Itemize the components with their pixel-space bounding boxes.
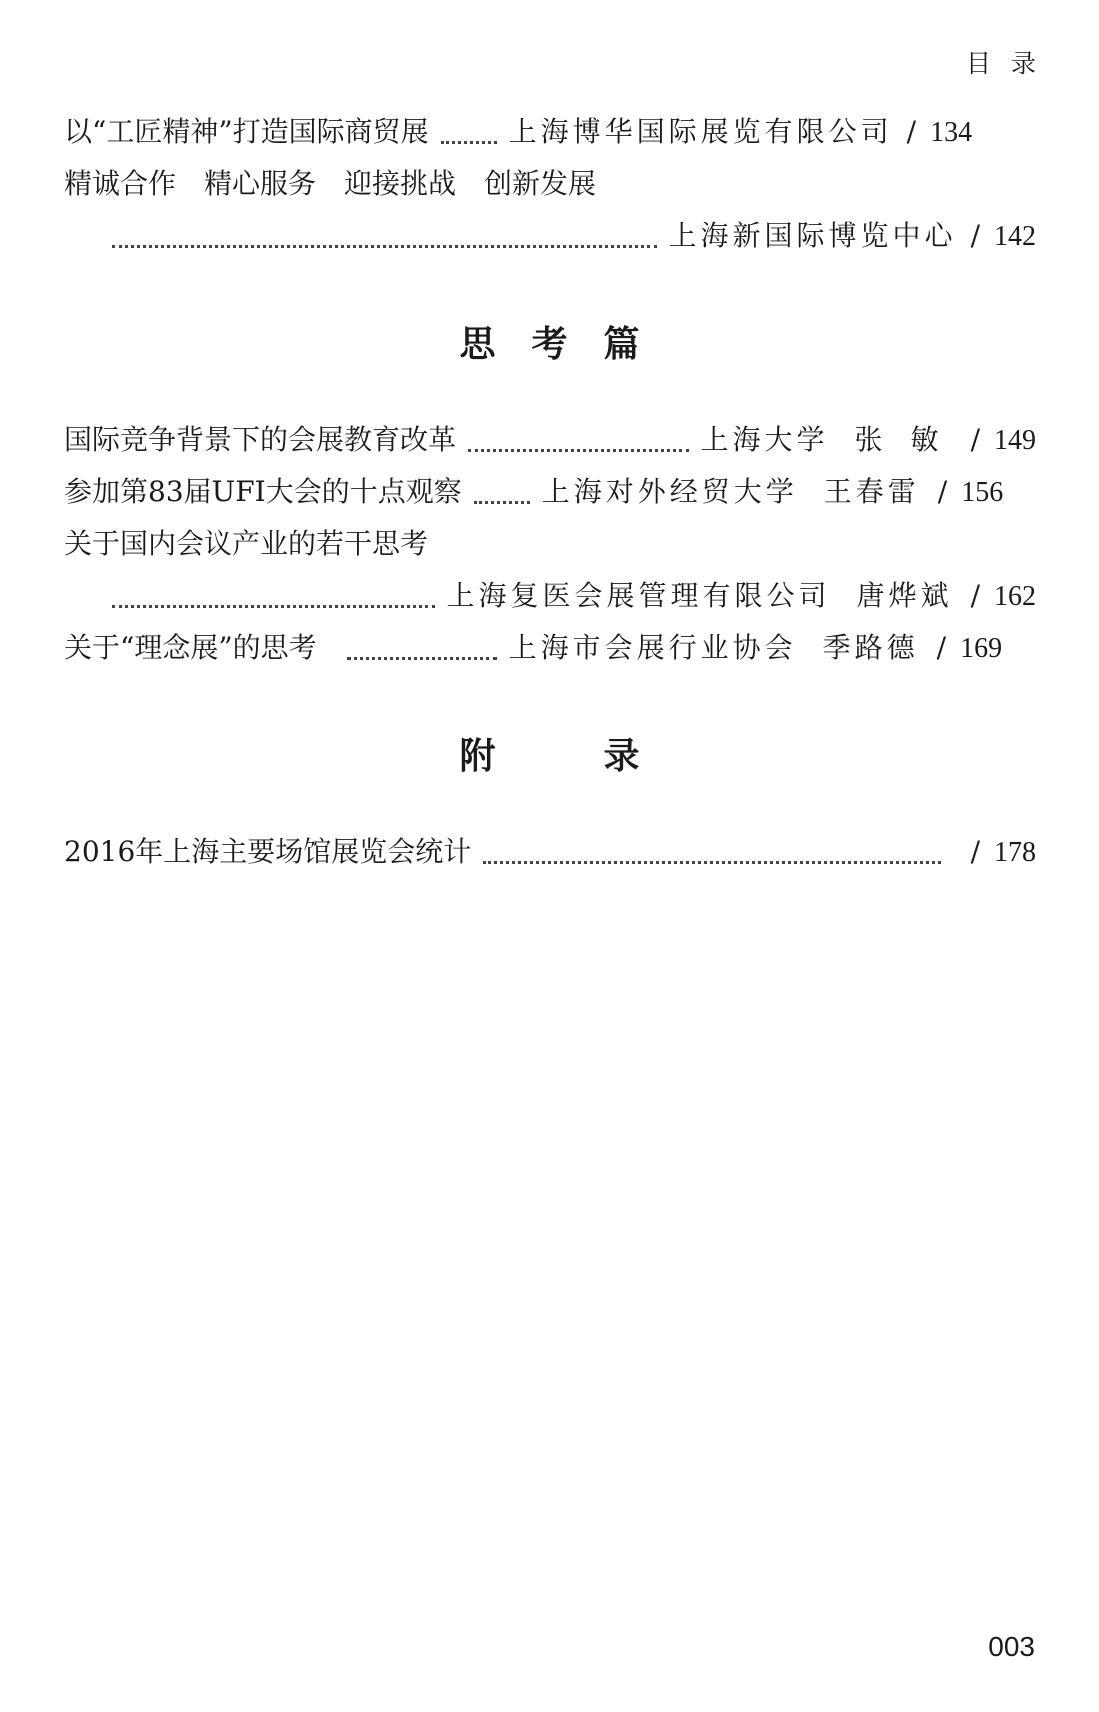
- toc-entry-page: 156: [961, 477, 1004, 508]
- toc-entry-author: 上海市会展行业协会: [508, 631, 797, 664]
- toc-entry-author: 上海复医会展管理有限公司: [446, 579, 831, 612]
- toc-entry-person: 唐烨斌: [856, 579, 953, 612]
- section-heading-text: 附 录: [459, 735, 640, 777]
- dot-leader: [347, 657, 497, 660]
- toc-entry-author: 上海新国际博览中心: [668, 219, 957, 252]
- toc-entry-person: 季路德: [822, 631, 919, 664]
- separator-slash: /: [970, 835, 980, 868]
- dot-leader: [441, 141, 497, 144]
- toc-entry-title: 以“工匠精神”打造国际商贸展: [64, 115, 429, 148]
- toc-entry: [64, 420, 1036, 460]
- toc-entry: [64, 524, 1036, 564]
- section-heading-appendix: [0, 728, 1099, 779]
- toc-entry-title: 关于国内会议产业的若干思考: [64, 527, 429, 560]
- toc-entry: [64, 628, 1036, 668]
- dot-leader: [112, 245, 657, 248]
- toc-entry-person: 王春雷: [823, 475, 920, 508]
- separator-slash: /: [936, 631, 947, 664]
- toc-entry-title: 国际竞争背景下的会展教育改革: [64, 423, 457, 456]
- toc-entry-title: 参加第83届UFI大会的十点观察: [64, 475, 462, 508]
- section-heading-text: 思 考 篇: [459, 323, 640, 365]
- dot-leader: [468, 449, 689, 452]
- toc-entry-person: 张敏: [854, 423, 967, 456]
- toc-entry-continuation: [100, 576, 1036, 616]
- toc-entry-title: 精诚合作 精心服务 迎接挑战 创新发展: [64, 167, 597, 200]
- toc-entry-author: 上海对外经贸大学: [541, 475, 798, 508]
- toc-entry-title: 2016年上海主要场馆展览会统计: [64, 835, 472, 868]
- toc-entry-title: 关于“理念展”的思考: [64, 631, 317, 664]
- toc-entry: [64, 832, 1036, 872]
- separator-slash: /: [906, 115, 917, 148]
- toc-entry: [64, 472, 1036, 512]
- toc-entry-page: 149: [994, 425, 1036, 456]
- dot-leader: [474, 501, 530, 504]
- page-number: 003: [988, 1631, 1035, 1662]
- toc-entry-continuation: [100, 216, 1036, 256]
- separator-slash: /: [970, 423, 980, 456]
- toc-entry-page: 134: [930, 117, 973, 148]
- running-header: 目录: [965, 49, 1056, 78]
- separator-slash: /: [970, 579, 980, 612]
- separator-slash: /: [937, 475, 948, 508]
- toc-entry: [64, 164, 1036, 204]
- toc-entry-page: 169: [960, 633, 1003, 664]
- separator-slash: /: [970, 219, 980, 252]
- section-heading-thinking: [0, 316, 1099, 367]
- toc-entry-page: 178: [994, 837, 1036, 868]
- toc-entry-page: 162: [994, 581, 1036, 612]
- toc-entry: [64, 112, 1036, 152]
- toc-entry-author: 上海大学: [700, 423, 829, 456]
- dot-leader: [483, 861, 940, 864]
- dot-leader: [112, 605, 435, 608]
- toc-entry-page: 142: [994, 221, 1036, 252]
- toc-entry-author: 上海博华国际展览有限公司: [508, 115, 893, 148]
